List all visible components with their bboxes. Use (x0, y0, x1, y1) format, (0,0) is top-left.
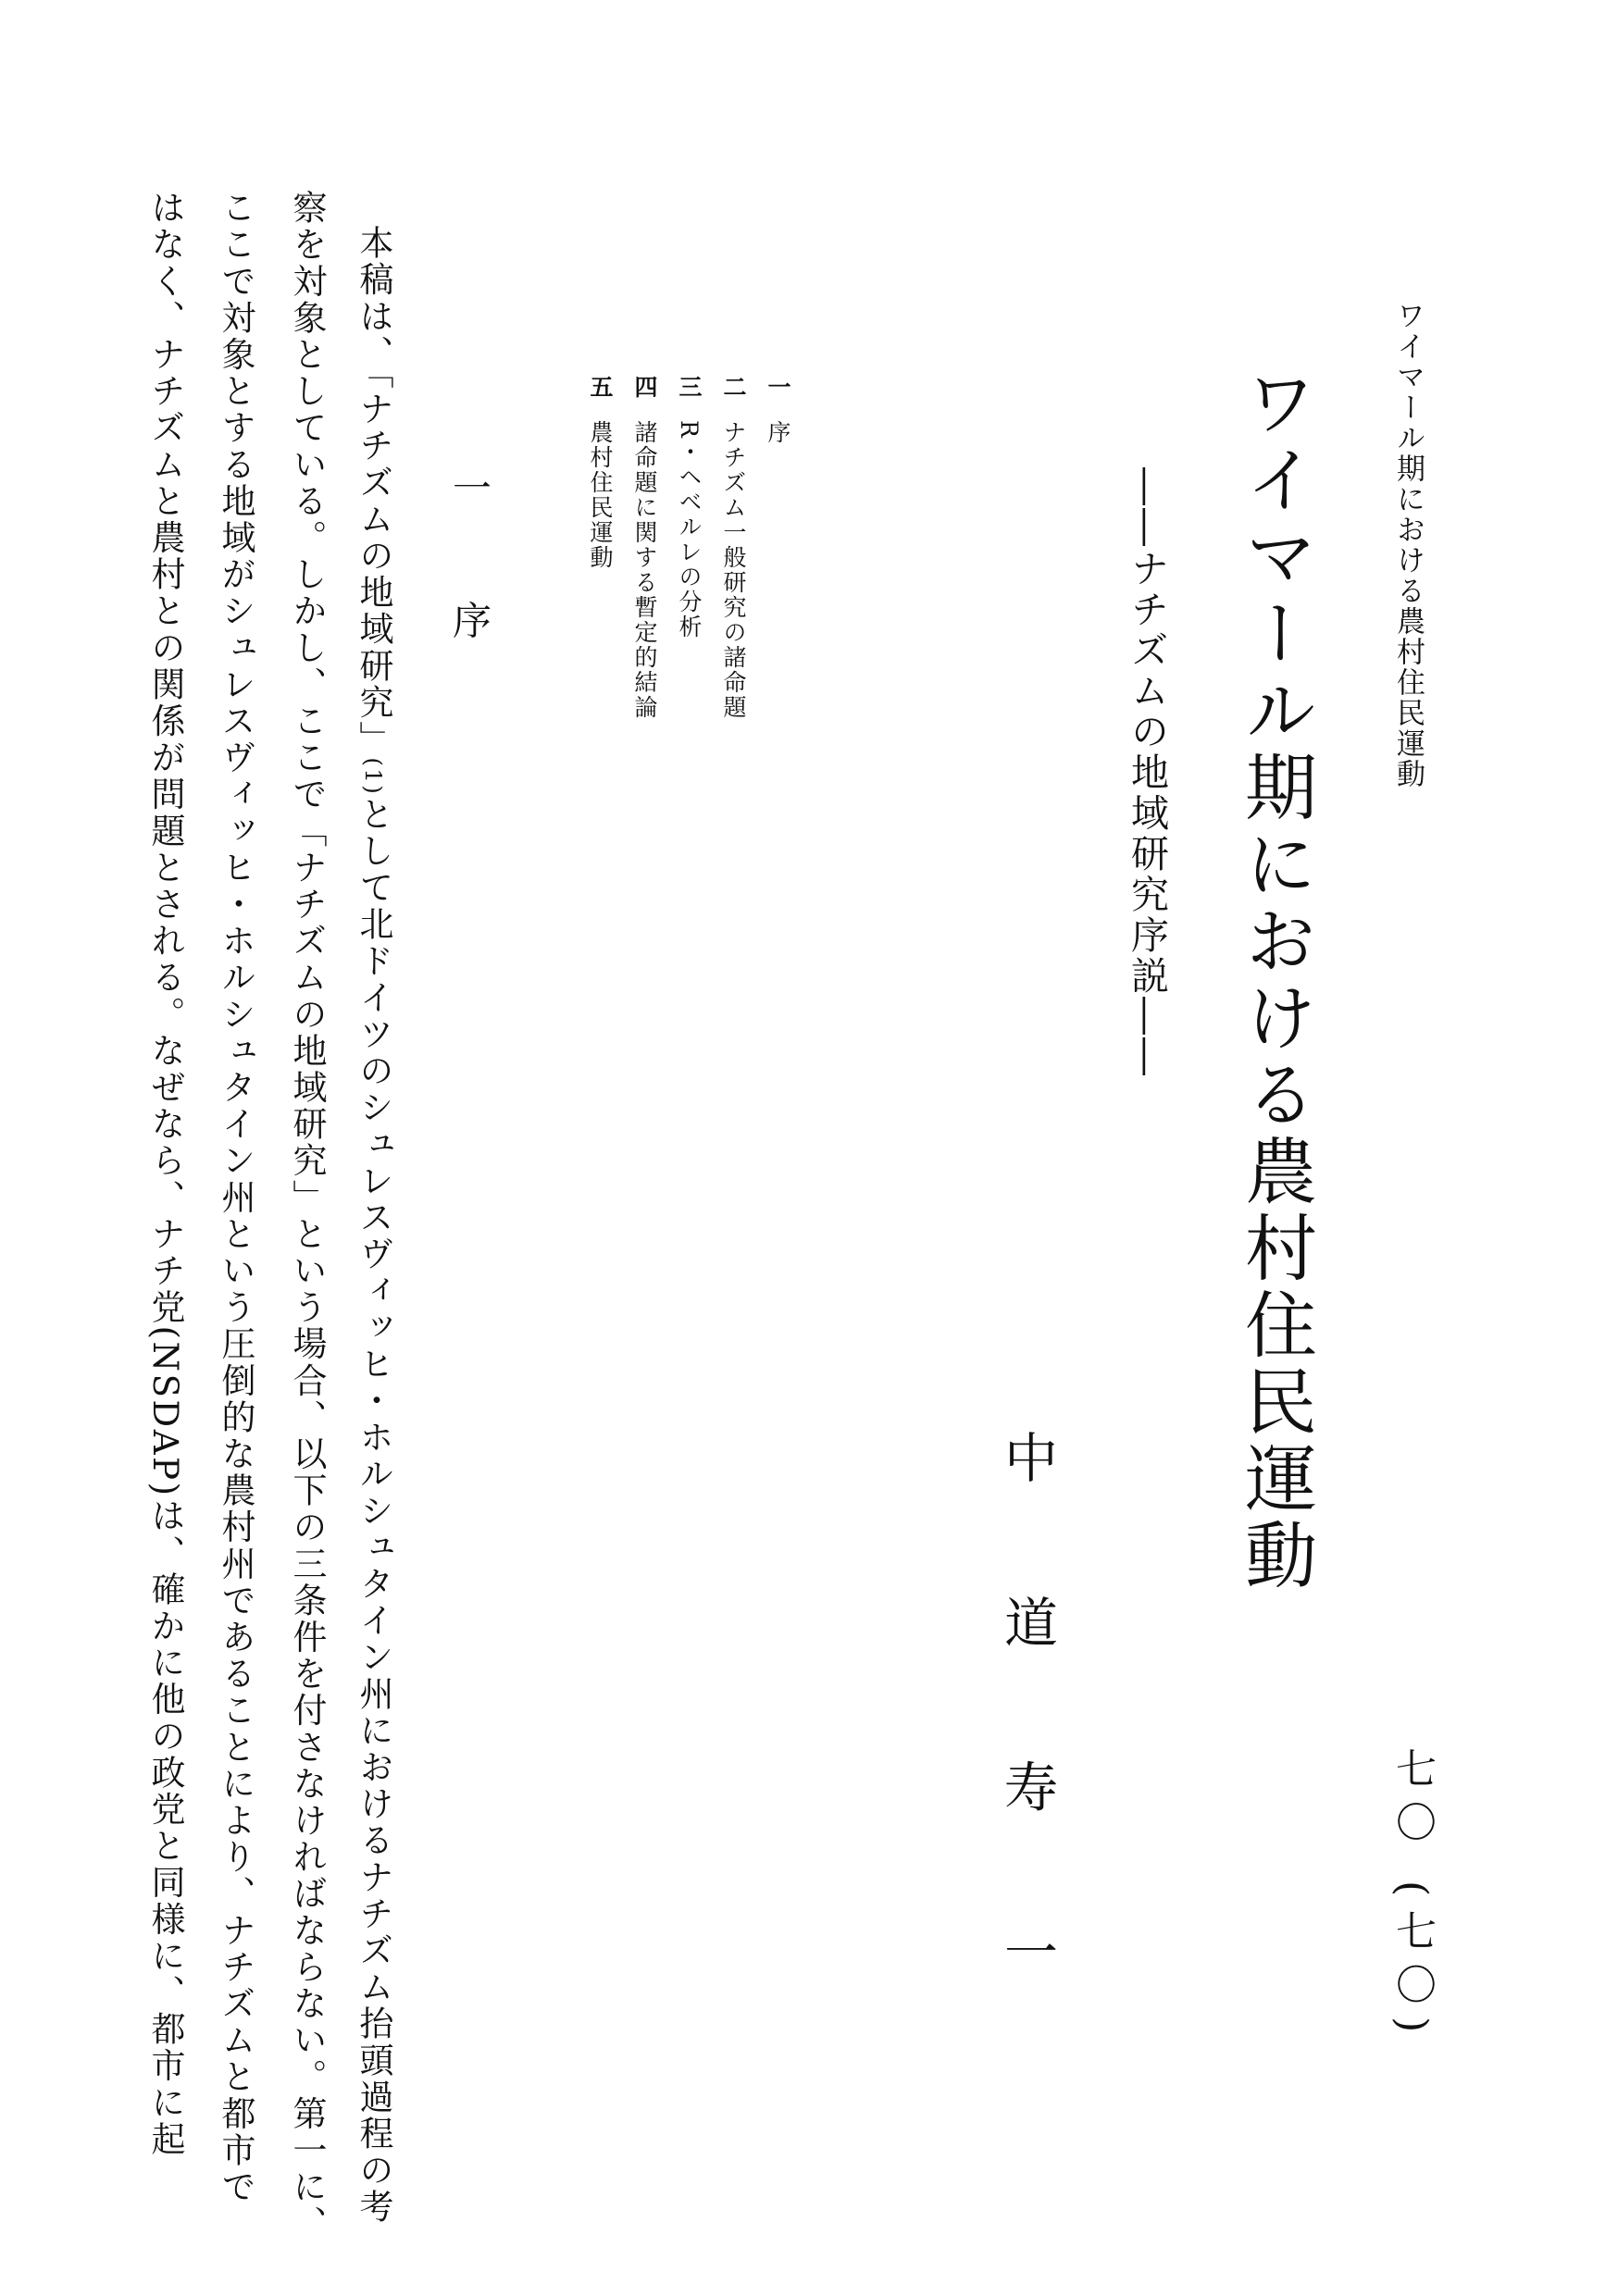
toc-item-number: 三 (676, 375, 703, 400)
toc-item-number: 二 (720, 375, 747, 400)
body-line (356, 225, 391, 2226)
toc-item-number: 五 (587, 375, 614, 400)
toc-item (589, 375, 612, 570)
page-number: 七〇 (七〇) (1388, 1747, 1436, 2046)
toc-item-label: 序 (765, 420, 791, 445)
body-text: ここで対象とする地域がシュレスヴィッヒ・ホルシュタイン州という圧倒的な農村州であることにより、ナチズムと都市で (216, 190, 255, 2205)
body-text: 本稿は、「ナチズムの地域研究」 (354, 225, 393, 758)
toc-item (722, 375, 745, 720)
toc-item-label: ナチズム一般研究の諸命題 (720, 420, 747, 720)
toc-item (678, 375, 701, 639)
toc-item (766, 375, 790, 445)
body-text: として北ドイツのシュレスヴィッヒ・ホルシュタイン州におけるナチズム抬頭過程の考 (354, 796, 393, 2226)
toc-item-number: 四 (631, 375, 658, 400)
toc-item-number: 一 (765, 375, 791, 400)
body-text: はなく、ナチズムと農村との関係が問題とされる。なぜなら、ナチ党(NSDAP)は、確かに他の政党と同様に、都市に起 (145, 190, 185, 2158)
article-subtitle: ――ナチズムの地域研究序説―― (1125, 467, 1169, 1078)
toc-item-label: 農村住民運動 (587, 420, 614, 570)
toc-item-label: R・ヘベルレの分析 (676, 420, 703, 639)
body-line (287, 190, 327, 2242)
toc-item-label: 諸命題に関する暫定的結論 (631, 420, 658, 720)
article-title: ワイマール期における農村住民運動 (1233, 366, 1316, 1595)
author-name: 中道寿一 (995, 1430, 1058, 2089)
table-of-contents (583, 375, 796, 838)
section-heading: 一 序 (447, 467, 492, 680)
body-line (218, 190, 253, 2205)
toc-item (633, 375, 656, 720)
running-head: ワイマール期における農村住民運動 (1391, 301, 1425, 789)
body-line (145, 190, 185, 2158)
footnote-ref: (1) (360, 757, 386, 797)
body-text: 察を対象としている。しかし、ここで「ナチズムの地域研究」という場合、以下の三条件を付さなければならない。第一に、 (287, 190, 327, 2242)
